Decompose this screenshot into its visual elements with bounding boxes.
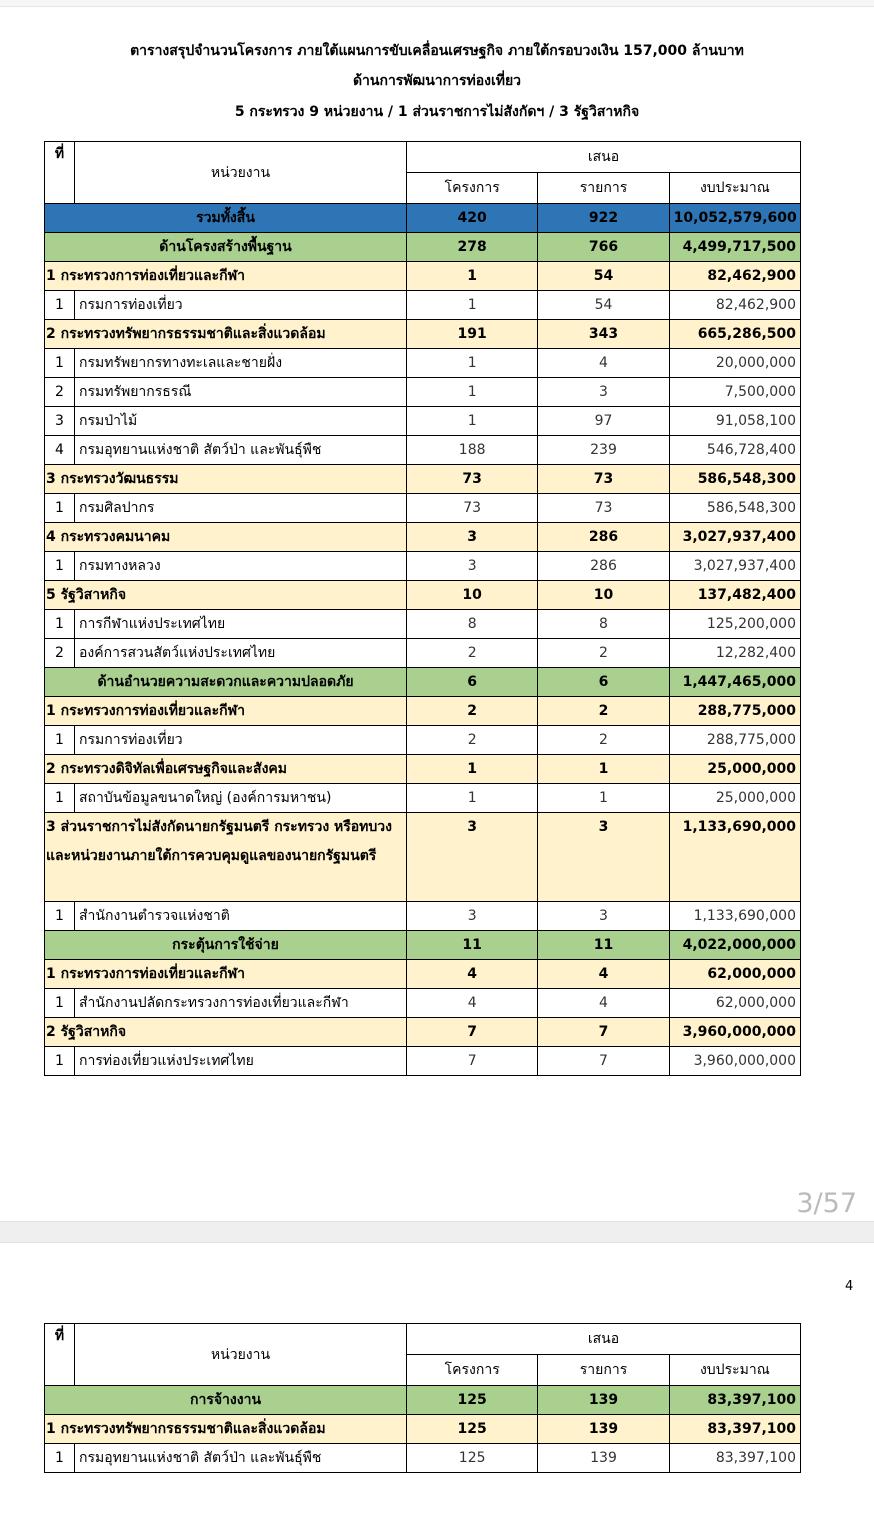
header-no: ที่ xyxy=(45,1324,75,1386)
page-indicator: 3/57 xyxy=(796,1188,857,1219)
table-row-unit xyxy=(45,552,801,581)
table-row-ministry xyxy=(45,1018,801,1047)
cell-projects: 73 xyxy=(407,465,538,494)
table-row-section xyxy=(45,668,801,697)
cell-items: 97 xyxy=(538,407,669,436)
cell-no: 1 xyxy=(45,291,75,320)
cell-items: 2 xyxy=(538,697,669,726)
cell-items: 7 xyxy=(538,1047,669,1076)
cell-budget: 586,548,300 xyxy=(669,494,800,523)
header-budget: งบประมาณ xyxy=(669,1355,800,1386)
cell-projects: 2 xyxy=(407,726,538,755)
cell-items: 73 xyxy=(538,465,669,494)
cell-name: องค์การสวนสัตว์แห่งประเทศไทย xyxy=(75,639,407,668)
cell-budget: 3,027,937,400 xyxy=(669,552,800,581)
table-row-unit xyxy=(45,902,801,931)
cell-budget: 546,728,400 xyxy=(669,436,800,465)
table-row-unit xyxy=(45,291,801,320)
cell-no: 2 xyxy=(45,639,75,668)
cell-items: 3 xyxy=(538,813,669,902)
table-row-unit xyxy=(45,494,801,523)
page-number: 4 xyxy=(845,1279,854,1294)
cell-projects: 4 xyxy=(407,989,538,1018)
viewer-top-edge xyxy=(0,0,874,7)
cell-name: การจ้างงาน xyxy=(45,1386,407,1415)
cell-budget: 586,548,300 xyxy=(669,465,800,494)
cell-name: 2 กระทรวงทรัพยากรธรรมชาติและสิ่งแวดล้อม xyxy=(45,320,407,349)
cell-budget: 4,022,000,000 xyxy=(669,931,800,960)
cell-budget: 3,960,000,000 xyxy=(669,1047,800,1076)
cell-budget: 83,397,100 xyxy=(669,1444,800,1473)
cell-projects: 73 xyxy=(407,494,538,523)
cell-budget: 3,960,000,000 xyxy=(669,1018,800,1047)
cell-items: 8 xyxy=(538,610,669,639)
cell-items: 73 xyxy=(538,494,669,523)
cell-budget: 25,000,000 xyxy=(669,784,800,813)
cell-budget: 12,282,400 xyxy=(669,639,800,668)
cell-items: 3 xyxy=(538,902,669,931)
cell-name: กระตุ้นการใช้จ่าย xyxy=(45,931,407,960)
cell-name: กรมป่าไม้ xyxy=(75,407,407,436)
cell-budget: 125,200,000 xyxy=(669,610,800,639)
summary-table-page-3 xyxy=(44,141,801,1076)
cell-projects: 2 xyxy=(407,697,538,726)
cell-projects: 125 xyxy=(407,1386,538,1415)
cell-name: 1 กระทรวงการท่องเที่ยวและกีฬา xyxy=(45,697,407,726)
header-unit: หน่วยงาน xyxy=(75,142,407,204)
cell-projects: 1 xyxy=(407,407,538,436)
cell-budget: 82,462,900 xyxy=(669,262,800,291)
header-budget: งบประมาณ xyxy=(669,173,800,204)
cell-projects: 2 xyxy=(407,639,538,668)
cell-budget: 82,462,900 xyxy=(669,291,800,320)
doc-title-line-3: 5 กระทรวง 9 หน่วยงาน / 1 ส่วนราชการไม่สังกัดฯ / 3 รัฐวิสาหกิจ xyxy=(234,104,640,120)
cell-items: 286 xyxy=(538,523,669,552)
cell-name: กรมทรัพยากรธรณี xyxy=(75,378,407,407)
cell-no: 4 xyxy=(45,436,75,465)
cell-budget: 288,775,000 xyxy=(669,726,800,755)
table-row-unit xyxy=(45,407,801,436)
cell-no: 1 xyxy=(45,552,75,581)
cell-name: กรมอุทยานแห่งชาติ สัตว์ป่า และพันธุ์พืช xyxy=(75,1444,407,1473)
cell-projects: 278 xyxy=(407,233,538,262)
table-row-total xyxy=(45,204,801,233)
cell-name: รวมทั้งสิ้น xyxy=(45,204,407,233)
table-body xyxy=(45,1386,801,1473)
header-projects: โครงการ xyxy=(407,173,538,204)
cell-items: 3 xyxy=(538,378,669,407)
table-row-unit xyxy=(45,349,801,378)
cell-projects: 1 xyxy=(407,349,538,378)
cell-items: 139 xyxy=(538,1415,669,1444)
cell-projects: 10 xyxy=(407,581,538,610)
cell-projects: 420 xyxy=(407,204,538,233)
cell-no: 1 xyxy=(45,989,75,1018)
cell-items: 766 xyxy=(538,233,669,262)
table-row-ministry xyxy=(45,581,801,610)
cell-projects: 11 xyxy=(407,931,538,960)
cell-items: 2 xyxy=(538,726,669,755)
cell-items: 10 xyxy=(538,581,669,610)
header-unit: หน่วยงาน xyxy=(75,1324,407,1386)
cell-items: 1 xyxy=(538,755,669,784)
cell-items: 139 xyxy=(538,1444,669,1473)
cell-budget: 10,052,579,600 xyxy=(669,204,800,233)
table-row-ministry xyxy=(45,465,801,494)
summary-table-page-4 xyxy=(44,1323,801,1473)
cell-name: กรมอุทยานแห่งชาติ สัตว์ป่า และพันธุ์พืช xyxy=(75,436,407,465)
cell-projects: 125 xyxy=(407,1415,538,1444)
cell-budget: 83,397,100 xyxy=(669,1386,800,1415)
cell-budget: 62,000,000 xyxy=(669,960,800,989)
cell-projects: 7 xyxy=(407,1018,538,1047)
table-row-unit xyxy=(45,784,801,813)
table-row-ministry xyxy=(45,697,801,726)
cell-budget: 83,397,100 xyxy=(669,1415,800,1444)
cell-projects: 125 xyxy=(407,1444,538,1473)
cell-projects: 1 xyxy=(407,291,538,320)
cell-projects: 3 xyxy=(407,523,538,552)
cell-no: 1 xyxy=(45,610,75,639)
cell-items: 2 xyxy=(538,639,669,668)
cell-name: สำนักงานปลัดกระทรวงการท่องเที่ยวและกีฬา xyxy=(75,989,407,1018)
cell-projects: 1 xyxy=(407,784,538,813)
cell-name: 2 กระทรวงดิจิทัลเพื่อเศรษฐกิจและสังคม xyxy=(45,755,407,784)
cell-budget: 62,000,000 xyxy=(669,989,800,1018)
table-row-unit xyxy=(45,1047,801,1076)
cell-budget: 1,133,690,000 xyxy=(669,902,800,931)
cell-items: 4 xyxy=(538,349,669,378)
page-separator xyxy=(0,1221,874,1243)
table-body xyxy=(45,204,801,1076)
cell-projects: 1 xyxy=(407,755,538,784)
cell-name: ด้านโครงสร้างพื้นฐาน xyxy=(45,233,407,262)
cell-projects: 3 xyxy=(407,902,538,931)
cell-items: 1 xyxy=(538,784,669,813)
cell-items: 286 xyxy=(538,552,669,581)
header-no: ที่ xyxy=(45,142,75,204)
cell-projects: 1 xyxy=(407,262,538,291)
header-proposed: เสนอ xyxy=(407,1324,801,1355)
cell-projects: 8 xyxy=(407,610,538,639)
table-row-unit xyxy=(45,610,801,639)
cell-name: การท่องเที่ยวแห่งประเทศไทย xyxy=(75,1047,407,1076)
cell-name: กรมทรัพยากรทางทะเลและชายฝั่ง xyxy=(75,349,407,378)
cell-no: 1 xyxy=(45,902,75,931)
cell-no: 1 xyxy=(45,726,75,755)
header-items: รายการ xyxy=(538,173,669,204)
table-row-ministry xyxy=(45,1415,801,1444)
cell-items: 54 xyxy=(538,291,669,320)
header-proposed: เสนอ xyxy=(407,142,801,173)
table-row-ministry xyxy=(45,755,801,784)
doc-title-line-2: ด้านการพัฒนาการท่องเที่ยว xyxy=(352,73,522,89)
cell-projects: 6 xyxy=(407,668,538,697)
cell-items: 239 xyxy=(538,436,669,465)
cell-name: 5 รัฐวิสาหกิจ xyxy=(45,581,407,610)
table-row-section xyxy=(45,931,801,960)
cell-budget: 20,000,000 xyxy=(669,349,800,378)
cell-name: การกีฬาแห่งประเทศไทย xyxy=(75,610,407,639)
cell-budget: 3,027,937,400 xyxy=(669,523,800,552)
cell-budget: 4,499,717,500 xyxy=(669,233,800,262)
cell-name: สถาบันข้อมูลขนาดใหญ่ (องค์การมหาชน) xyxy=(75,784,407,813)
table-row-ministry xyxy=(45,523,801,552)
cell-projects: 4 xyxy=(407,960,538,989)
table-row-unit xyxy=(45,1444,801,1473)
table-row-section xyxy=(45,233,801,262)
cell-budget: 25,000,000 xyxy=(669,755,800,784)
cell-projects: 3 xyxy=(407,813,538,902)
table-row-unit xyxy=(45,726,801,755)
cell-name: กรมการท่องเที่ยว xyxy=(75,726,407,755)
cell-items: 139 xyxy=(538,1386,669,1415)
cell-budget: 288,775,000 xyxy=(669,697,800,726)
cell-items: 4 xyxy=(538,960,669,989)
cell-items: 343 xyxy=(538,320,669,349)
cell-no: 1 xyxy=(45,1047,75,1076)
doc-title-line-1: ตารางสรุปจำนวนโครงการ ภายใต้แผนการขับเคลื่อนเศรษฐกิจ ภายใต้กรอบวงเงิน 157,000 ล้านบาท xyxy=(130,43,744,59)
cell-no: 1 xyxy=(45,494,75,523)
cell-items: 54 xyxy=(538,262,669,291)
cell-items: 4 xyxy=(538,989,669,1018)
cell-name: กรมการท่องเที่ยว xyxy=(75,291,407,320)
cell-budget: 1,133,690,000 xyxy=(669,813,800,902)
table-row-section xyxy=(45,1386,801,1415)
cell-projects: 3 xyxy=(407,552,538,581)
cell-budget: 137,482,400 xyxy=(669,581,800,610)
cell-items: 11 xyxy=(538,931,669,960)
cell-name: 4 กระทรวงคมนาคม xyxy=(45,523,407,552)
cell-budget: 91,058,100 xyxy=(669,407,800,436)
cell-name: 3 ส่วนราชการไม่สังกัดนายกรัฐมนตรี กระทรวง หรือทบวง และหน่วยงานภายใต้การควบคุมดูแลของนายกรัฐมนตรี xyxy=(45,813,407,902)
cell-name: 1 กระทรวงการท่องเที่ยวและกีฬา xyxy=(45,960,407,989)
cell-no: 3 xyxy=(45,407,75,436)
cell-name: ด้านอำนวยความสะดวกและความปลอดภัย xyxy=(45,668,407,697)
table-row-ministry xyxy=(45,262,801,291)
cell-name: 3 กระทรวงวัฒนธรรม xyxy=(45,465,407,494)
cell-name: 1 กระทรวงทรัพยากรธรรมชาติและสิ่งแวดล้อม xyxy=(45,1415,407,1444)
cell-no: 1 xyxy=(45,1444,75,1473)
cell-budget: 665,286,500 xyxy=(669,320,800,349)
cell-name: กรมศิลปากร xyxy=(75,494,407,523)
cell-no: 2 xyxy=(45,378,75,407)
cell-name: สำนักงานตำรวจแห่งชาติ xyxy=(75,902,407,931)
header-projects: โครงการ xyxy=(407,1355,538,1386)
table-row-unit xyxy=(45,989,801,1018)
cell-no: 1 xyxy=(45,784,75,813)
cell-name: 2 รัฐวิสาหกิจ xyxy=(45,1018,407,1047)
cell-items: 6 xyxy=(538,668,669,697)
cell-projects: 7 xyxy=(407,1047,538,1076)
table-row-ministry xyxy=(45,960,801,989)
table-row-ministry xyxy=(45,813,801,902)
table-row-unit xyxy=(45,436,801,465)
cell-no: 1 xyxy=(45,349,75,378)
cell-budget: 7,500,000 xyxy=(669,378,800,407)
header-items: รายการ xyxy=(538,1355,669,1386)
table-row-unit xyxy=(45,378,801,407)
cell-budget: 1,447,465,000 xyxy=(669,668,800,697)
cell-projects: 1 xyxy=(407,378,538,407)
cell-projects: 188 xyxy=(407,436,538,465)
table-row-unit xyxy=(45,639,801,668)
table-row-ministry xyxy=(45,320,801,349)
cell-projects: 191 xyxy=(407,320,538,349)
cell-name: 1 กระทรวงการท่องเที่ยวและกีฬา xyxy=(45,262,407,291)
cell-items: 7 xyxy=(538,1018,669,1047)
cell-name: กรมทางหลวง xyxy=(75,552,407,581)
cell-items: 922 xyxy=(538,204,669,233)
